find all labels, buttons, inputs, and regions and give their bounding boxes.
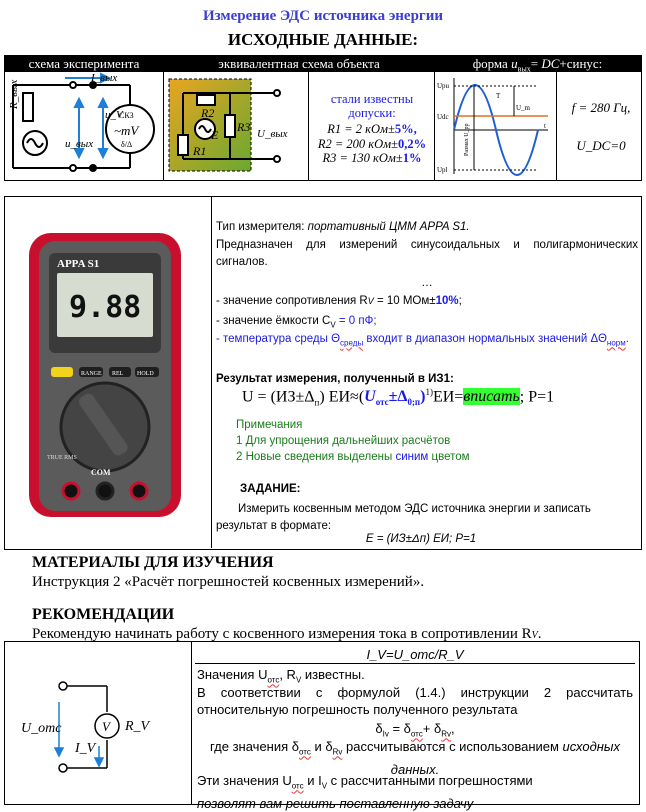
tolerances-heading: стали известны допуски:	[330, 92, 414, 120]
meter-description	[211, 197, 641, 548]
meter-button-hold: HOLD	[137, 371, 154, 377]
notes-heading: Примечания	[236, 419, 303, 431]
circuit-voltmeter-v: V	[102, 719, 110, 734]
label-r3: R3	[237, 120, 251, 134]
final-note: Эти значения $U_{отс}$ и $I_V$ с рассчитанными погрешностями позволят вам решить поставленную задачу	[197, 773, 533, 811]
result-formula: $U = (ИЗ\pm\Delta_п)$ $ЕИ\approx(U_{отс}\pm\Delta_{0;п})^{1)}ЕИ=вписать$; P=1	[242, 387, 555, 408]
label-r1: R1	[193, 144, 207, 158]
header-experiment-scheme: схема эксперимента	[28, 56, 140, 71]
header-equivalent-scheme: эквивалентная схема объекта	[218, 56, 380, 71]
page-title: Измерение ЭДС источника энергии	[202, 8, 444, 24]
equivalent-scheme-diagram	[165, 75, 307, 175]
task-heading: ЗАДАНИЕ:	[240, 483, 301, 495]
graph-label-um: U_m	[516, 104, 530, 112]
signal-frequency: f = 280 Гц,	[571, 100, 631, 115]
label-e: E	[211, 128, 219, 142]
task-text: Измерить косвенным методом ЭДС источника энергии и записать результат в формате:	[216, 503, 591, 532]
label-u-out: u_вых	[65, 138, 94, 150]
section-title-initial-data: ИСХОДНЫЕ ДАННЫЕ:	[227, 30, 419, 49]
note-1: 1 Для упрощения дальнейших расчётов	[236, 435, 451, 447]
label-meter-mv: ~mV	[114, 123, 139, 138]
meter-info-table	[4, 196, 642, 550]
recommendation-table	[4, 641, 640, 811]
recommendations-heading: РЕКОМЕНДАЦИИ	[32, 606, 175, 623]
recommendations-text: Рекомендую начинать работу с косвенного измерения тока в сопротивлении RV.	[32, 626, 542, 642]
label-u-v: u_V	[105, 109, 123, 121]
current-measurement-circuit	[21, 672, 165, 782]
ellipsis: …	[421, 277, 433, 289]
graph-label-upl: Upl	[437, 166, 448, 174]
label-u-out-equiv: U_вых	[257, 128, 288, 140]
graph-label-udc: Udc	[437, 113, 449, 121]
initial-data-table	[4, 55, 642, 181]
meter-com-label: COM	[91, 468, 111, 477]
note-2: 2 Новые сведения выделены синим цветом	[236, 451, 470, 463]
circuit-label-uotc: U_отс	[21, 721, 62, 736]
meter-type: Тип измерителя: портативный ЦММ APPA S1.	[216, 221, 470, 233]
task-formula: E = (ИЗ±Δп) ЕИ; P=1	[365, 533, 477, 545]
graph-label-up: Uрu	[437, 82, 450, 90]
graph-label-peak-to-peak: Размах U_pp	[464, 123, 470, 156]
meter-display-value: 9.88	[69, 290, 142, 325]
meter-purpose: Предназначен для измерений синусоидальных и полигармонических сигналов.	[216, 239, 638, 268]
label-r2: R2	[201, 106, 215, 120]
signal-udc: U_DC=0	[576, 138, 626, 153]
meter-button-rel: REL	[112, 371, 124, 377]
meter-brand: APPA S1	[57, 258, 100, 270]
calculation-instruction: В соответствии с формулой (1.4.) инструкции 2 рассчитать относительную погрешность полученного результата	[197, 685, 633, 717]
result-heading: Результат измерения, полученный в ИЗ1:	[216, 373, 454, 385]
known-values: Значения $U_{отс}$, $R_V$ известны.	[197, 667, 365, 685]
label-r-out: R_вых	[8, 79, 20, 109]
circuit-label-rv: R_V	[125, 719, 150, 734]
experiment-scheme-diagram	[5, 73, 163, 179]
label-i-out: I_вых	[91, 72, 118, 84]
table-header-row	[5, 56, 641, 72]
signal-waveform-graph	[436, 74, 555, 178]
delta-formula: $\delta_{Iv} = \delta_{отс}+ \delta_{Rv}$,	[375, 721, 455, 739]
graph-label-t: t	[544, 122, 546, 130]
resistance-value: - значение сопротивления RV = 10 МОм±10%;	[216, 295, 462, 307]
label-meter-diff: δ/Δ	[121, 140, 133, 149]
materials-text: Инструкция 2 «Расчёт погрешностей косвенных измерений».	[32, 574, 425, 590]
meter-button-range: RANGE	[81, 371, 102, 377]
label-meter-ck3: СКЗ	[119, 111, 134, 120]
header-signal-form: форма $u_{вых}=$ DC+синус:	[472, 56, 603, 74]
current-formula: I_V=U_отс/R_V	[195, 646, 635, 664]
graph-label-t-period: T	[496, 92, 501, 100]
temperature-condition: - температура среды $\Theta_{среды}$ входит в диапазон нормальных значений $\Delta\Theta_{норм}$.	[216, 333, 629, 348]
materials-heading: МАТЕРИАЛЫ ДЛЯ ИЗУЧЕНИЯ	[32, 554, 274, 571]
circuit-label-iv: I_V	[75, 741, 96, 756]
capacitance-value: - значение ёмкости $C_V = 0$ пФ;	[216, 315, 377, 330]
meter-model: TRUE RMS	[47, 455, 77, 461]
where-values: где значения $\delta_{отс}$ и $\delta_{Rv}$ рассчитываются с использованием исходных данных.	[210, 739, 620, 777]
multimeter-image	[27, 229, 183, 519]
tolerance-list: R1 = 2 кОм±5%, R2 = 200 кОм±0,2% R3 = 130 кОм±1%	[317, 122, 427, 165]
